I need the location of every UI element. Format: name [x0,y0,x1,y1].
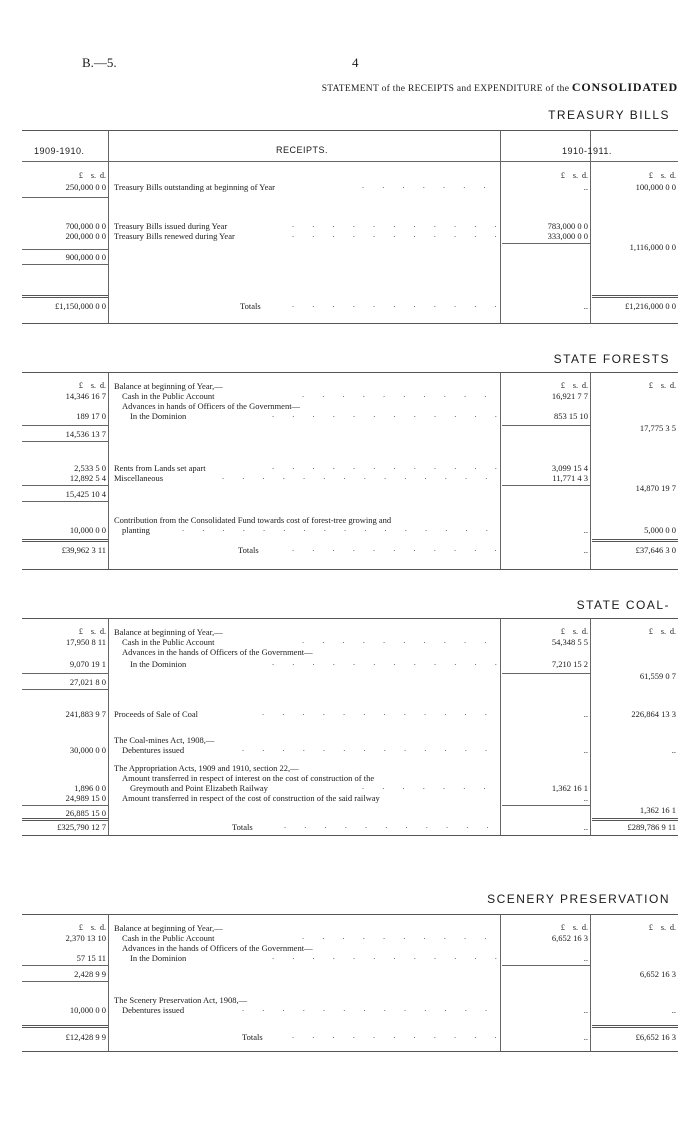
amount-mid: 16,921 7 7 [551,391,588,401]
row-label: Cash in the Public Account [122,637,215,647]
lsd-header-left: £ s. d. [78,627,106,636]
amount-left: 2,533 5 0 [74,463,106,473]
row-label: Proceeds of Sale of Coal [114,709,199,719]
lsd-header-left: £ s. d. [78,381,106,390]
amount-right: 226,864 13 3 [631,709,676,719]
table-treasury: 1909-1910. RECEIPTS. 1910-1911. £ s. d. £ s. d. £ s. d. 250,000 0 0 Treasury Bills outstanding at beginning of Year . . . . . . . .. 100,000 0 0 700,000 0 0 Treasury Bills issued during Year . . . . . . . . . . . 783,000 0 0 200,000 0 0 Treasury Bills renewed during Year . . . . . . . . . . . 333,000 0 0 1,116,000 0 0 900,000 0 0 £1,150,000 0 0 Totals . . . . . . . . . . . .. £1,216,000 0 0 [22,130,678,324]
row-label: Miscellaneous [114,473,164,483]
lsd-header-mid: £ s. d. [560,171,588,180]
lsd-header-mid: £ s. d. [560,923,588,932]
amount-right: .. [671,745,676,755]
row-label: Advances in hands of Officers of the Government— [122,401,301,411]
row-label: Amount transferred in respect of interest on the cost of construction of the [122,773,375,783]
amount-mid: .. [583,182,588,192]
lsd-header-right: £ s. d. [648,923,676,932]
section-title-treasury: TREASURY BILLS [548,108,670,122]
amount-mid: .. [583,709,588,719]
amount-mid: 783,000 0 0 [547,221,588,231]
total-right: £6,652 16 3 [635,1032,676,1042]
total-mid: .. [583,822,588,832]
amount-mid: 853 15 10 [554,411,588,421]
amount-mid: .. [583,953,588,963]
total-mid: .. [583,301,588,311]
amount-right: 17,775 3 5 [639,423,676,433]
row-label: Advances in the hands of Officers of the Government— [122,647,313,657]
amount-right: 5,000 0 0 [644,525,676,535]
lsd-header-left: £ s. d. [78,923,106,932]
row-label: planting [122,525,150,535]
amount-mid: .. [583,793,588,803]
amount-left: 700,000 0 0 [65,221,106,231]
row-label: Cash in the Public Account [122,933,215,943]
header-receipts: RECEIPTS. [276,145,329,155]
amount-mid: 1,362 16 1 [551,783,588,793]
section-title-forests: STATE FORESTS [553,352,670,366]
amount-left: 189 17 0 [76,411,106,421]
section-title-coal: STATE COAL- [576,598,670,612]
amount-left: 57 15 11 [76,953,106,963]
row-label: Contribution from the Consolidated Fund towards cost of forest-tree growing and [114,515,392,525]
row-label: Cash in the Public Account [122,391,215,401]
row-label: In the Dominion [130,659,187,669]
totals-label: Totals [240,301,261,311]
row-label: Rents from Lands set apart [114,463,206,473]
total-left: £39,962 3 11 [61,545,106,555]
row-label: Balance at beginning of Year,— [114,627,223,637]
amount-left: 900,000 0 0 [65,252,106,262]
totals-label: Totals [238,545,259,555]
lsd-header-mid: £ s. d. [560,381,588,390]
row-label: Debentures issued [122,745,185,755]
row-label: Treasury Bills outstanding at beginning of Year [114,182,275,192]
lsd-header-right: £ s. d. [648,171,676,180]
amount-right: 6,652 16 3 [639,969,676,979]
row-label: Debentures issued [122,1005,185,1015]
table-coal: £ s. d. £ s. d. £ s. d. Balance at beginning of Year,— 17,950 8 11 Cash in the Public Account . . . . . . . . . . 54,348 5 5 Advances in the hands of Officers of the Government— 9,070 19 1 In the Dominion . . . . . . . . . . . . 7,210 15 2 61,559 0 7 27,021 8 0 241,883 9 7 Proceeds of Sale of Coal . . . . . . . . . . . . .. 226,864 13 3 The Coal-mines Act, 1908,— 30,000 0 0 Debentures issued . . . . . . . . . . . . . .. .. The Appropriation Acts, 1909 and 1910, section 22,— Amount transferred in respect of interest on the cost of construction of the 1,896 0 0 Greymouth and Point Elizabeth Railway . . . . . . . 1,362 16 1 24,989 15 0 Amount transferred in respect of the cost of construction of the said railway .. 1,362 16 1 26,885 15 0 £325,790 12 7 Totals . . . . . . . . . . . .. £289,786 9 11 [22,618,678,836]
total-mid: .. [583,1032,588,1042]
amount-mid: .. [583,745,588,755]
amount-left: 14,346 16 7 [65,391,106,401]
amount-right: 100,000 0 0 [635,182,676,192]
amount-left: 12,892 5 4 [69,473,106,483]
section-title-scenery: SCENERY PRESERVATION [487,892,670,906]
statement-title [322,80,678,95]
totals-label: Totals [232,822,253,832]
total-right: £289,786 9 11 [627,822,676,832]
row-label: Treasury Bills issued during Year [114,221,228,231]
amount-mid: 3,099 15 4 [551,463,588,473]
amount-left: 30,000 0 0 [69,745,106,755]
amount-mid: 7,210 15 2 [551,659,588,669]
row-label: In the Dominion [130,411,187,421]
amount-right: 1,362 16 1 [639,805,676,815]
amount-left: 241,883 9 7 [65,709,106,719]
row-label: The Coal-mines Act, 1908,— [114,735,215,745]
amount-left: 27,021 8 0 [69,677,106,687]
amount-left: 15,425 10 4 [65,489,106,499]
amount-left: 2,428 9 9 [74,969,106,979]
amount-mid: 6,652 16 3 [551,933,588,943]
page-number: 4 [352,55,359,70]
amount-left: 24,989 15 0 [65,793,106,803]
lsd-header-right: £ s. d. [648,381,676,390]
amount-right: 14,870 19 7 [635,483,676,493]
page-reference: B.—5. [82,55,117,70]
header-1909: 1909-1910. [34,146,85,156]
amount-right: 1,116,000 0 0 [629,242,676,252]
row-label: The Scenery Preservation Act, 1908,— [114,995,248,1005]
amount-left: 26,885 15 0 [65,808,106,818]
statement-bold: CONSOLIDATED [571,80,678,94]
amount-right: .. [671,1005,676,1015]
amount-left: 10,000 0 0 [69,525,106,535]
lsd-header-mid: £ s. d. [560,627,588,636]
amount-left: 14,536 13 7 [65,429,106,439]
total-left: £325,790 12 7 [57,822,106,832]
amount-left: 9,070 19 1 [69,659,106,669]
amount-left: 1,896 0 0 [74,783,106,793]
amount-mid: 333,000 0 0 [547,231,588,241]
amount-left: 10,000 0 0 [69,1005,106,1015]
total-right: £37,646 3 0 [635,545,676,555]
statement-prefix: STATEMENT of the RECEIPTS and EXPENDITURE of the [321,84,570,94]
lsd-header-left: £ s. d. [78,171,106,180]
row-label: The Appropriation Acts, 1909 and 1910, section 22,— [114,763,299,773]
lsd-header-right: £ s. d. [648,627,676,636]
amount-left: 200,000 0 0 [65,231,106,241]
total-right: £1,216,000 0 0 [625,301,676,311]
amount-left: 17,950 8 11 [65,637,106,647]
amount-right: 61,559 0 7 [639,671,676,681]
amount-left: 250,000 0 0 [65,182,106,192]
amount-mid: .. [583,525,588,535]
table-forests: £ s. d. £ s. d. £ s. d. Balance at beginning of Year,— 14,346 16 7 Cash in the Public Account . . . . . . . . . . 16,921 7 7 Advances in hands of Officers of the Government— 189 17 0 In the Dominion . . . . . . . . . . . . 853 15 10 17,775 3 5 14,536 13 7 2,533 5 0 Rents from Lands set apart . . . . . . . . . . . . 3,099 15 4 12,892 5 4 Miscellaneous . . . . . . . . . . . . . . 11,771 4 3 14,870 19 7 15,425 10 4 Contribution from the Consolidated Fund towards cost of forest-tree growing and 10,000 0 0 planting . . . . . . . . . . . . . . . . .. 5,000 0 0 £39,962 3 11 Totals . . . . . . . . . . . .. £37,646 3 0 [22,372,678,570]
total-left: £1,150,000 0 0 [55,301,106,311]
total-left: £12,428 9 9 [65,1032,106,1042]
amount-mid: 11,771 4 3 [552,473,588,483]
row-label: Amount transferred in respect of the cost of construction of the said railway [122,793,380,803]
amount-mid: .. [583,1005,588,1015]
row-label: Treasury Bills renewed during Year [114,231,235,241]
row-label: Advances in the hands of Officers of the Government— [122,943,313,953]
row-label: In the Dominion [130,953,187,963]
row-label: Balance at beginning of Year,— [114,381,223,391]
total-mid: .. [583,545,588,555]
row-label: Balance at beginning of Year,— [114,923,223,933]
amount-left: 2,370 13 10 [65,933,106,943]
totals-label: Totals [242,1032,263,1042]
amount-mid: 54,348 5 5 [551,637,588,647]
row-label: Greymouth and Point Elizabeth Railway [130,783,268,793]
table-scenery: £ s. d. £ s. d. £ s. d. Balance at beginning of Year,— 2,370 13 10 Cash in the Public Account . . . . . . . . . . 6,652 16 3 Advances in the hands of Officers of the Government— 57 15 11 In the Dominion . . . . . . . . . . . . .. 2,428 9 9 6,652 16 3 The Scenery Preservation Act, 1908,— 10,000 0 0 Debentures issued . . . . . . . . . . . . . .. .. £12,428 9 9 Totals . . . . . . . . . . . .. £6,652 16 3 [22,914,678,1052]
header-1910: 1910-1911. [562,146,612,156]
